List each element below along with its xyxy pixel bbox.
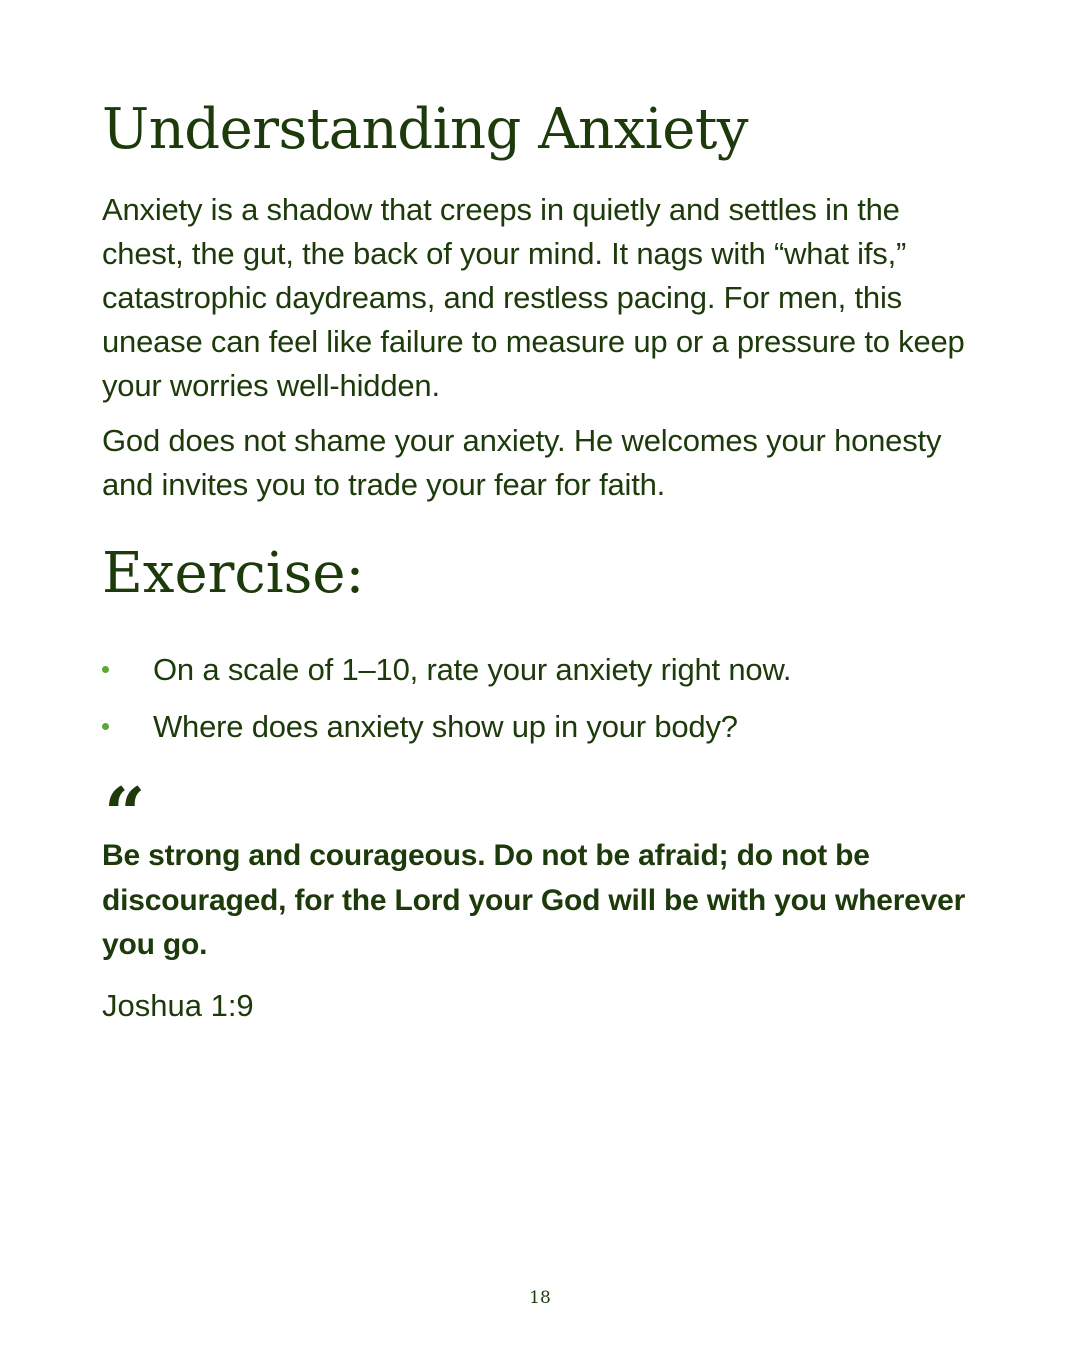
scripture-quote: Be strong and courageous. Do not be afraid; do not be discouraged, for the Lord your God will be with you wherever you go. <box>102 839 966 961</box>
bullet-icon <box>102 666 109 673</box>
quote-mark-icon: “ <box>104 771 146 856</box>
list-item <box>102 705 978 762</box>
exercise-heading: Exercise: <box>102 541 365 606</box>
intro-paragraph: Anxiety is a shadow that creeps in quietly and settles in the chest, the gut, the back of your mind. It nags with “what ifs,” catastrophic daydreams, and restless pacing. For men, this unease can feel like failure to measure up or a pressure to keep your worries well-hidden. <box>102 192 965 403</box>
page-title: Understanding Anxiety <box>102 97 748 162</box>
list-item <box>102 648 978 705</box>
page-number: 18 <box>529 1288 551 1308</box>
scripture-reference: Joshua 1:9 <box>102 988 254 1023</box>
bullet-icon <box>102 723 109 730</box>
list-item-text: Where does anxiety show up in your body? <box>153 709 738 744</box>
exercise-list <box>102 648 978 762</box>
list-item-text: On a scale of 1–10, rate your anxiety right now. <box>153 652 792 687</box>
faith-paragraph: God does not shame your anxiety. He welcomes your honesty and invites you to trade your fear for faith. <box>102 423 942 502</box>
